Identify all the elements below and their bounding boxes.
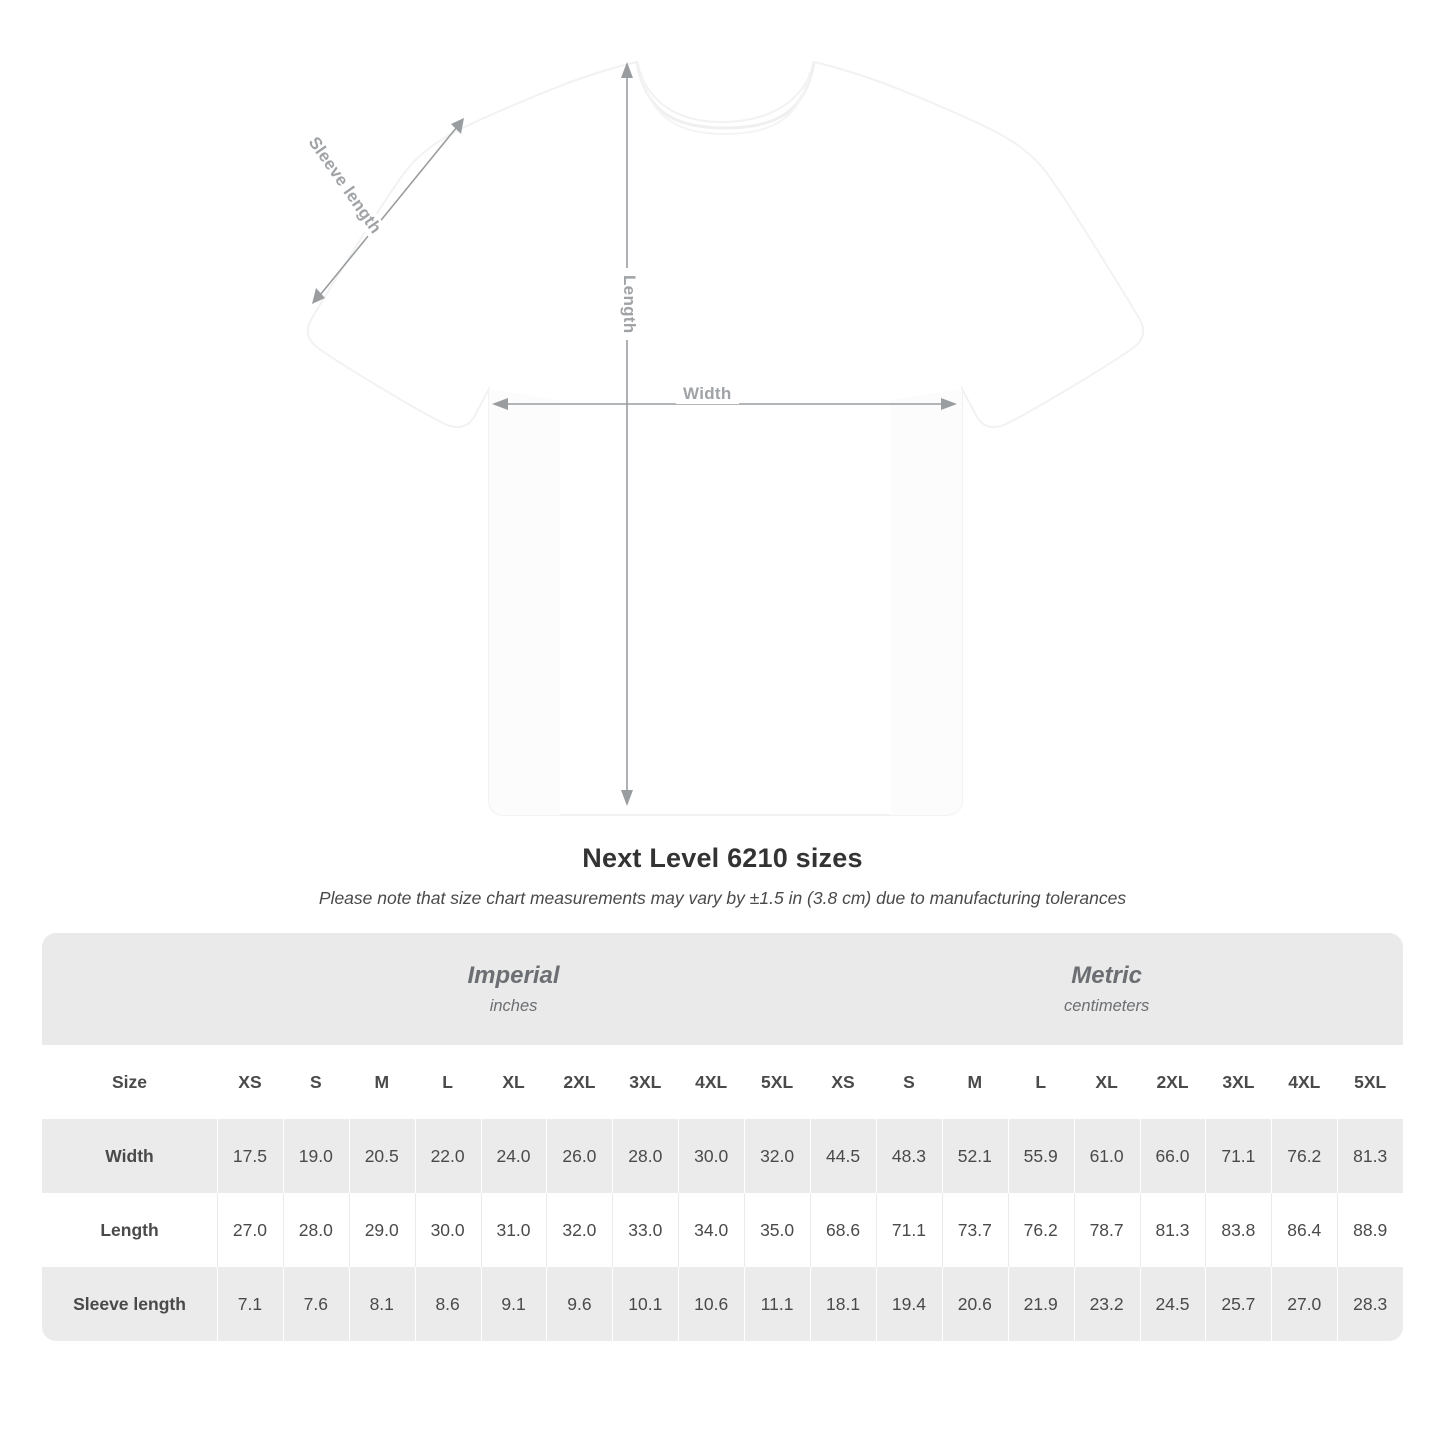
row-label-sleeve-length: Sleeve length	[42, 1267, 217, 1341]
column-header-4xl-metric: 4XL	[1271, 1045, 1337, 1119]
size-table-wrapper	[42, 933, 1403, 1341]
cell-sleeve-s-in: 7.6	[283, 1267, 349, 1341]
column-header-2xl-imperial: 2XL	[546, 1045, 612, 1119]
cell-width-4xl-cm: 76.2	[1271, 1119, 1337, 1193]
cell-width-3xl-in: 28.0	[612, 1119, 678, 1193]
cell-width-m-cm: 52.1	[942, 1119, 1008, 1193]
title-block	[0, 843, 1445, 909]
table-header-row	[42, 1045, 1403, 1119]
cell-sleeve-m-in: 8.1	[349, 1267, 415, 1341]
cell-length-2xl-cm: 81.3	[1140, 1193, 1206, 1267]
cell-sleeve-l-cm: 21.9	[1008, 1267, 1074, 1341]
length-dimension-label: Length	[619, 268, 639, 340]
cell-sleeve-l-in: 8.6	[415, 1267, 481, 1341]
column-header-m-imperial: M	[349, 1045, 415, 1119]
cell-width-xl-cm: 61.0	[1074, 1119, 1140, 1193]
imperial-sublabel: inches	[489, 997, 538, 1015]
cell-sleeve-m-cm: 20.6	[942, 1267, 1008, 1341]
cell-sleeve-xl-cm: 23.2	[1074, 1267, 1140, 1341]
cell-width-s-in: 19.0	[283, 1119, 349, 1193]
cell-length-5xl-cm: 88.9	[1337, 1193, 1403, 1267]
column-header-2xl-metric: 2XL	[1140, 1045, 1206, 1119]
row-label-length: Length	[42, 1193, 217, 1267]
cell-width-l-cm: 55.9	[1008, 1119, 1074, 1193]
cell-width-2xl-cm: 66.0	[1140, 1119, 1206, 1193]
metric-sublabel: centimeters	[1063, 997, 1150, 1015]
cell-width-xs-cm: 44.5	[810, 1119, 876, 1193]
cell-length-s-cm: 71.1	[876, 1193, 942, 1267]
table-row-length	[42, 1193, 1403, 1267]
column-header-s-metric: S	[876, 1045, 942, 1119]
size-table	[42, 933, 1403, 1341]
cell-length-4xl-in: 34.0	[678, 1193, 744, 1267]
column-header-5xl-imperial: 5XL	[744, 1045, 810, 1119]
unit-spacer	[42, 933, 217, 1045]
cell-width-5xl-cm: 81.3	[1337, 1119, 1403, 1193]
cell-length-2xl-in: 32.0	[546, 1193, 612, 1267]
cell-sleeve-2xl-in: 9.6	[546, 1267, 612, 1341]
cell-length-3xl-cm: 83.8	[1205, 1193, 1271, 1267]
cell-width-s-cm: 48.3	[876, 1119, 942, 1193]
column-header-s-imperial: S	[283, 1045, 349, 1119]
row-label-width: Width	[42, 1119, 217, 1193]
cell-sleeve-5xl-in: 11.1	[744, 1267, 810, 1341]
table-row-sleeve-length	[42, 1267, 1403, 1341]
cell-length-xs-in: 27.0	[217, 1193, 283, 1267]
cell-sleeve-xl-in: 9.1	[481, 1267, 547, 1341]
cell-length-xl-cm: 78.7	[1074, 1193, 1140, 1267]
sleeve-length-dimension-label: Sleeve length	[302, 130, 388, 241]
cell-length-m-in: 29.0	[349, 1193, 415, 1267]
cell-width-xl-in: 24.0	[481, 1119, 547, 1193]
table-row-width	[42, 1119, 1403, 1193]
cell-width-5xl-in: 32.0	[744, 1119, 810, 1193]
column-header-xl-metric: XL	[1074, 1045, 1140, 1119]
cell-sleeve-4xl-cm: 27.0	[1271, 1267, 1337, 1341]
measurement-tolerance-note: Please note that size chart measurements may vary by ±1.5 in (3.8 cm) due to manufacturing tolerances	[318, 888, 1127, 908]
cell-width-2xl-in: 26.0	[546, 1119, 612, 1193]
imperial-label: Imperial	[467, 962, 560, 989]
column-header-m-metric: M	[942, 1045, 1008, 1119]
cell-sleeve-3xl-in: 10.1	[612, 1267, 678, 1341]
page-title: Next Level 6210 sizes	[582, 843, 863, 873]
cell-sleeve-2xl-cm: 24.5	[1140, 1267, 1206, 1341]
cell-length-s-in: 28.0	[283, 1193, 349, 1267]
cell-length-l-in: 30.0	[415, 1193, 481, 1267]
cell-width-4xl-in: 30.0	[678, 1119, 744, 1193]
column-header-xl-imperial: XL	[481, 1045, 547, 1119]
cell-sleeve-3xl-cm: 25.7	[1205, 1267, 1271, 1341]
width-dimension-label: Width	[676, 384, 739, 404]
column-header-xs-imperial: XS	[217, 1045, 283, 1119]
column-header-l-imperial: L	[415, 1045, 481, 1119]
cell-width-l-in: 22.0	[415, 1119, 481, 1193]
unit-group-metric	[810, 933, 1403, 1045]
cell-length-xl-in: 31.0	[481, 1193, 547, 1267]
column-header-l-metric: L	[1008, 1045, 1074, 1119]
column-header-xs-metric: XS	[810, 1045, 876, 1119]
column-header-3xl-metric: 3XL	[1205, 1045, 1271, 1119]
cell-length-m-cm: 73.7	[942, 1193, 1008, 1267]
cell-sleeve-5xl-cm: 28.3	[1337, 1267, 1403, 1341]
cell-length-xs-cm: 68.6	[810, 1193, 876, 1267]
cell-sleeve-s-cm: 19.4	[876, 1267, 942, 1341]
cell-width-3xl-cm: 71.1	[1205, 1119, 1271, 1193]
unit-group-row	[42, 933, 1403, 1045]
unit-group-imperial	[217, 933, 810, 1045]
column-header-5xl-metric: 5XL	[1337, 1045, 1403, 1119]
metric-label: Metric	[1071, 962, 1142, 989]
cell-length-5xl-in: 35.0	[744, 1193, 810, 1267]
cell-length-l-cm: 76.2	[1008, 1193, 1074, 1267]
cell-sleeve-xs-cm: 18.1	[810, 1267, 876, 1341]
column-header-3xl-imperial: 3XL	[612, 1045, 678, 1119]
column-header-4xl-imperial: 4XL	[678, 1045, 744, 1119]
cell-length-4xl-cm: 86.4	[1271, 1193, 1337, 1267]
cell-sleeve-xs-in: 7.1	[217, 1267, 283, 1341]
cell-width-xs-in: 17.5	[217, 1119, 283, 1193]
cell-width-m-in: 20.5	[349, 1119, 415, 1193]
cell-sleeve-4xl-in: 10.6	[678, 1267, 744, 1341]
cell-length-3xl-in: 33.0	[612, 1193, 678, 1267]
size-header: Size	[42, 1045, 217, 1119]
